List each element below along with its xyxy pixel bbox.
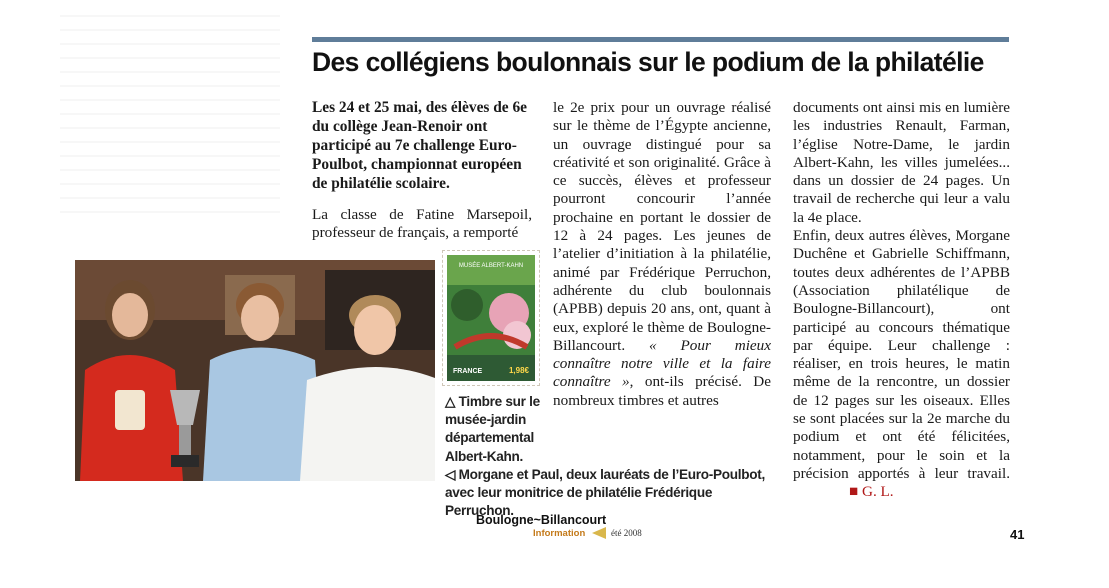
stamp-country: FRANCE (453, 368, 483, 375)
column-3-part-a: documents ont ainsi mis en lumière les industries Renault, Farman, l’église Notre-Dame, le jardin Albert-Kahn, les villes jumelées... dans un dossier de 24 pages. Un travail de recherche qui leur a valu la 4e place. (793, 99, 1010, 226)
stamp-title: MUSÉE ALBERT-KAHN (458, 263, 524, 269)
article-headline: Des collégiens boulonnais sur le podium de la philatélie (312, 47, 984, 77)
stamp-illustration (447, 255, 535, 381)
column-3-part-b: Enfin, deux autres élèves, Morgane Duchêne et Gabrielle Schiffmann, toutes deux adhérentes de l’APBB (Association philatélique de Boulogne-Billancourt), ont participé au concours thématique par équipe. Leur challenge : réaliser, en trois heures, le matin même de la rencontre, un dossier de 12 pages sur les oiseaux. Elles se sont placées sur la 2e marche du podium et ont été félicitées, notamment, pour le soin et la précision apportés à leur travail. ■ G. L. (793, 227, 1010, 501)
laureates-photo (75, 260, 435, 481)
stamp-caption: △ Timbre sur le musée-jardin départemental Albert-Kahn. (445, 394, 540, 464)
column-2-quote: « Pour mieux connaître notre ville et la faire connaître » (553, 336, 771, 391)
photo-illustration (75, 260, 435, 481)
issue-date: été 2008 (611, 528, 642, 538)
column-1-body: La classe de Fatine Marsepoil, professeur de français, a remporté (312, 206, 532, 242)
column-2-part-b: , ont-ils précisé. De nombreux timbres et autres (553, 373, 771, 409)
footer-arrow-icon (592, 527, 606, 539)
stamp-value: 1,98€ (508, 366, 529, 375)
publication-name: Boulogne~Billancourt (476, 513, 607, 527)
header-rule (312, 37, 1009, 42)
column-3 (793, 99, 1010, 502)
column-2-text (553, 99, 771, 410)
publication-subtitle: Information (533, 528, 586, 539)
bleed-through-text (60, 15, 280, 215)
captions (445, 393, 765, 520)
column-2 (553, 99, 771, 410)
page-number: 41 (1010, 527, 1025, 542)
author-signature: ■ G. L. (849, 483, 894, 501)
stamp-image (442, 250, 540, 386)
article-lede: Les 24 et 25 mai, des élèves de 6e du collège Jean-Renoir ont participé au 7e challenge Euro-Poulbot, championnat européen de philatélie scolaire. (312, 99, 527, 192)
photo-caption: ◁ Morgane et Paul, deux lauréats de l’Euro-Poulbot, avec leur monitrice de philatélie Frédérique Perruchon. (445, 466, 765, 519)
column-1 (312, 98, 532, 243)
column-2-part-a: le 2e prix pour un ouvrage réalisé sur le thème de l’Égypte ancienne, un ouvrage distingué pour sa créativité et son originalité. Grâce à ce succès, élèves et professeur pourront concourir l’année prochaine en portant le dossier de 12 à 24 pages. Les jeunes de l’atelier d’initiation à la philatélie, animé par Frédérique Perruchon, adhérente du club boulonnais (APBB) depuis 20 ans, ont, quant à eux, exploré le thème de Boulogne-Billancourt. (553, 99, 771, 354)
